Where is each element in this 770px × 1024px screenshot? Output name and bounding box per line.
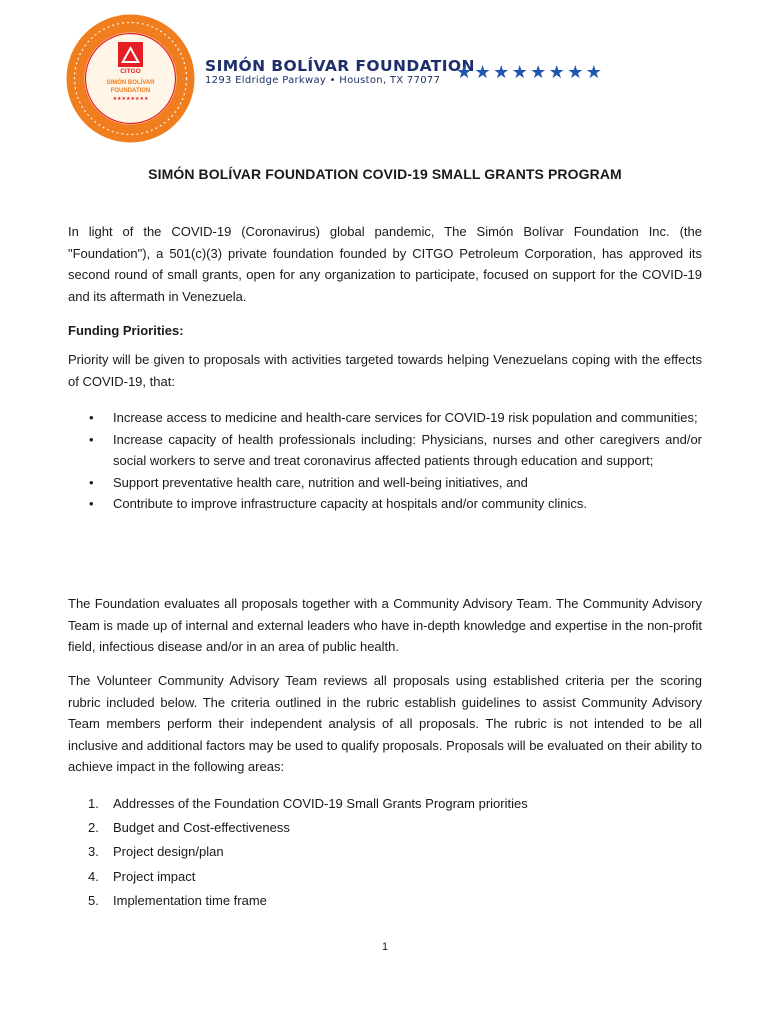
bullet-icon: • [89,496,94,511]
intro-paragraph: In light of the COVID-19 (Coronavirus) global pandemic, The Simón Bolívar Foundation Inc. (the "Foundation"), a 501(c)(3) private foundation founded by CITGO Petroleum Corporation, has approved its second round of small grants, open for any organization to participate, focused on support for the COVID-19 and its aftermath in Venezuela. [68,224,702,304]
logo-ring-text-1: SIMÓN BOLÍVAR [106,80,155,86]
area-item [68,865,702,889]
logo-stars-icon: ★★★★★★★★ [112,96,149,102]
priority-list [68,407,702,515]
area-text: Budget and Cost-effectiveness [113,820,290,836]
area-item [68,840,702,864]
citgo-triangle-icon [118,42,143,67]
area-text: Project impact [113,868,196,884]
priority-item [68,407,702,429]
priority-item [68,472,702,494]
logo-ring-text-2: FOUNDATION [110,88,151,94]
priority-intro-paragraph: Priority will be given to proposals with activities targeted towards helping Venezuelans coping with the effects of COVID-19, that: [68,352,702,389]
sunburst-ring-icon [67,15,195,143]
priority-item [68,429,702,472]
evaluation-areas-list [68,792,702,913]
area-number: 2. [88,820,99,836]
document-title: SIMÓN BOLÍVAR FOUNDATION COVID-19 SMALL GRANTS PROGRAM [148,166,622,182]
funding-priorities-heading: Funding Priorities: [68,323,184,338]
area-text: Addresses of the Foundation COVID-19 Small Grants Program priorities [113,796,528,811]
area-item [68,792,702,816]
org-address: 1293 Eldridge Parkway • Houston, TX 77077 [205,75,441,86]
org-header [205,58,475,87]
priority-text: Increase access to medicine and health-care services for COVID-19 risk population and communities; [113,410,698,425]
area-item [68,889,702,913]
volunteer-team-paragraph: The Volunteer Community Advisory Team reviews all proposals using established criteria per the scoring rubric included below. The criteria outlined in the rubric establish guidelines to assist Community Advisory Team members perform their independent analysis of all proposals. The rubric is not intended to be all inclusive and additional factors may be used to qualify proposals. Proposals will be evaluated on their ability to achieve impact in the following areas: [68,673,702,774]
bullet-icon: • [89,474,94,490]
foundation-logo [64,12,197,145]
area-number: 3. [88,844,99,860]
area-item [68,816,702,840]
stars-icon: ★★★★★★★★ [456,62,605,82]
bullet-icon: • [89,431,94,447]
area-text: Implementation time frame [113,892,267,908]
area-number: 1. [88,796,99,811]
priority-text: Increase capacity of health professionals including: Physicians, nurses and other caregivers and/or social workers to serve and treat coronavirus affected patients through education and support; [113,431,702,468]
advisory-team-paragraph: The Foundation evaluates all proposals together with a Community Advisory Team. The Community Advisory Team is made up of internal and external leaders who have in-depth knowledge and expertise in the non-profit field, infectious disease and/or in an area of public health. [68,596,702,654]
org-name: SIMÓN BOLÍVAR FOUNDATION [205,57,475,75]
priority-item [68,493,702,515]
area-number: 5. [88,892,99,908]
bullet-icon: • [89,410,94,425]
priority-text: Contribute to improve infrastructure capacity at hospitals and/or community clinics. [113,496,587,511]
area-text: Project design/plan [113,844,224,860]
page-number: 1 [381,941,389,953]
logo-brand-text: CITGO [120,68,141,75]
area-number: 4. [88,868,99,884]
priority-text: Support preventative health care, nutrition and well-being initiatives, and [113,474,528,490]
